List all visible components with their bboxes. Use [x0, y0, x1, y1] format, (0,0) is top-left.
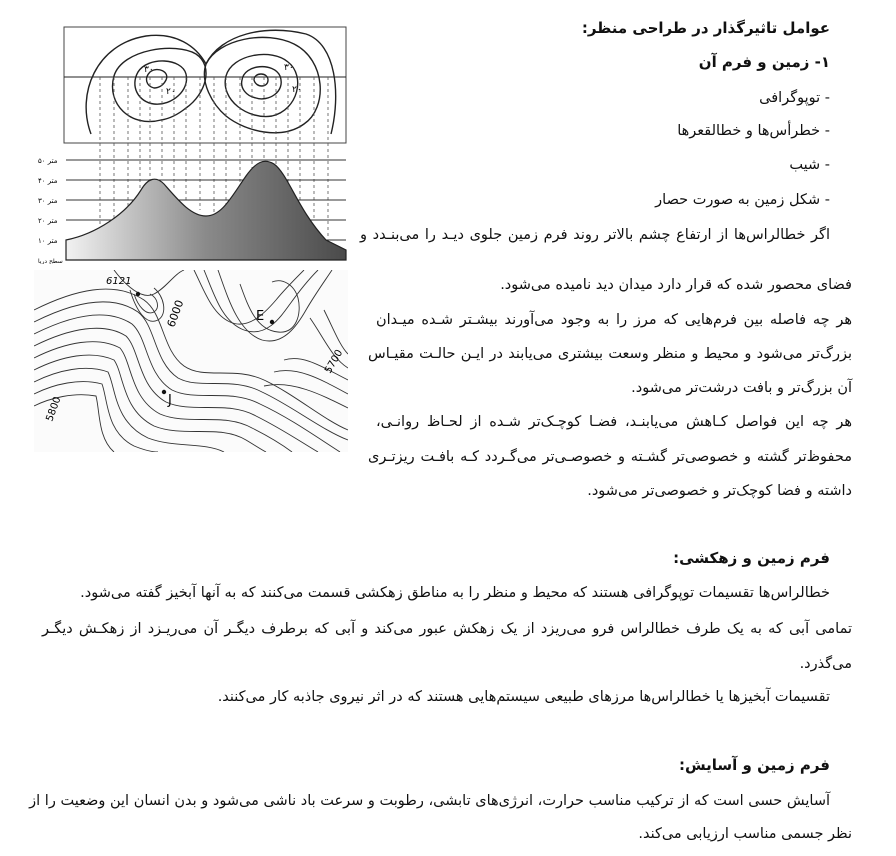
paragraph-line: هر چه این فواصل کـاهش می‌یابنـد، فضـا کوچـک‌تر شـده از لحـاظ روانـی،	[376, 414, 852, 430]
list-item: - شیب	[789, 157, 830, 173]
paragraph-line: فضای محصور شده که قرار دارد میدان دید نامیده می‌شود.	[500, 277, 852, 293]
map-label: 6000	[164, 298, 187, 330]
paragraph-line: آسایش حسی است که از ترکیب مناسب حرارت، انرژی‌های تابشی، رطوبت و سرعت باد ناشی می‌شود و بدن انسان این وضعیت را از	[29, 793, 830, 809]
height-label: ۱۰ متر	[38, 237, 58, 245]
paragraph-line: می‌گذرد.	[799, 656, 852, 672]
height-label: ۳۰ متر	[38, 197, 58, 205]
contour-label: ۳۰	[284, 63, 294, 73]
list-item: - توپوگرافی	[759, 90, 830, 106]
paragraph-line: اگر خطالراس‌ها از ارتفاع چشم بالاتر روند فرم زمین جلوی دیـد را می‌بنـدد و	[360, 227, 830, 243]
topographic-map-figure	[34, 270, 348, 452]
map-label: E	[256, 309, 265, 324]
left-hill-contours	[112, 48, 206, 121]
section3-title: فرم زمین و آسایش:	[678, 756, 830, 774]
map-point	[162, 390, 166, 394]
contour-label: ۲۰	[292, 85, 302, 95]
list-item: - شکل زمین به صورت حصار	[655, 192, 830, 208]
height-label: ۲۰ متر	[38, 217, 58, 225]
plan-frame	[64, 27, 346, 143]
contour-label: ۳۰	[144, 65, 154, 75]
paragraph-line: تقسیمات آبخیزها یا خطالراس‌ها مرزهای طبیعی سیستم‌هایی هستند که در اثر نیروی جاذبه کار می‌کنند.	[217, 689, 830, 705]
map-point	[136, 292, 140, 296]
paragraph-line: بزرگ‌تر می‌شود و محیط و منظر وسعت بیشتری می‌یابند در ایـن حالـت مقیـاس	[368, 346, 852, 362]
terrain-profile	[66, 161, 346, 260]
section2-title: فرم زمین و زهکشی:	[673, 549, 830, 567]
right-hill-contours	[204, 37, 320, 132]
topography-section-figure	[36, 24, 350, 264]
section1-title: ۱- زمین و فرم آن	[698, 53, 830, 71]
paragraph-line: محفوظ‌تر گشته و خصوصی‌تر گشـته و خصوصـی‌تر می‌گـردد کـه بافـت ریزتـری	[368, 449, 852, 465]
paragraph-line: تمامی آبی که به یک طرف خطالراس فرو می‌ریزد از یک زهکش عبور می‌کند و آبی که برطرف دیگـر آن می‌ریـزد از زهکـش دیگـر	[42, 621, 852, 637]
paragraph-line: هر چه فاصله بین فرم‌هایی که مرز را به وجود می‌آورند بیشـتر شـده میـدان	[376, 312, 852, 328]
map-label: 5800	[44, 395, 64, 424]
page-heading: عوامل تاثیرگذار در طراحی منظر:	[581, 19, 830, 37]
map-label: 5700	[323, 347, 346, 376]
height-label: سطح دریا	[38, 258, 63, 264]
paragraph-line: خطالراس‌ها تقسیمات توپوگرافی هستند که محیط و منظر را به مناطق زهکشی قسمت می‌کنند که به آنها آبخیز گفته می‌شود.	[80, 585, 830, 601]
map-point	[270, 320, 274, 324]
contour-label: ۲۰	[166, 87, 176, 97]
height-label: ۴۰ متر	[38, 177, 58, 185]
paragraph-line: نظر جسمی مناسب ارزیابی می‌کند.	[638, 826, 852, 842]
height-label: ۵۰ متر	[38, 157, 58, 165]
map-label: J	[168, 393, 172, 408]
paragraph-line: داشته و فضا کوچک‌تر و خصوصی‌تر می‌شود.	[587, 483, 852, 499]
list-item: - خطرأس‌ها و خطالقعرها	[677, 123, 830, 139]
map-label: 6121	[106, 276, 132, 287]
paragraph-line: آن بزرگ‌تر و بافت درشت‌تر می‌شود.	[631, 380, 852, 396]
